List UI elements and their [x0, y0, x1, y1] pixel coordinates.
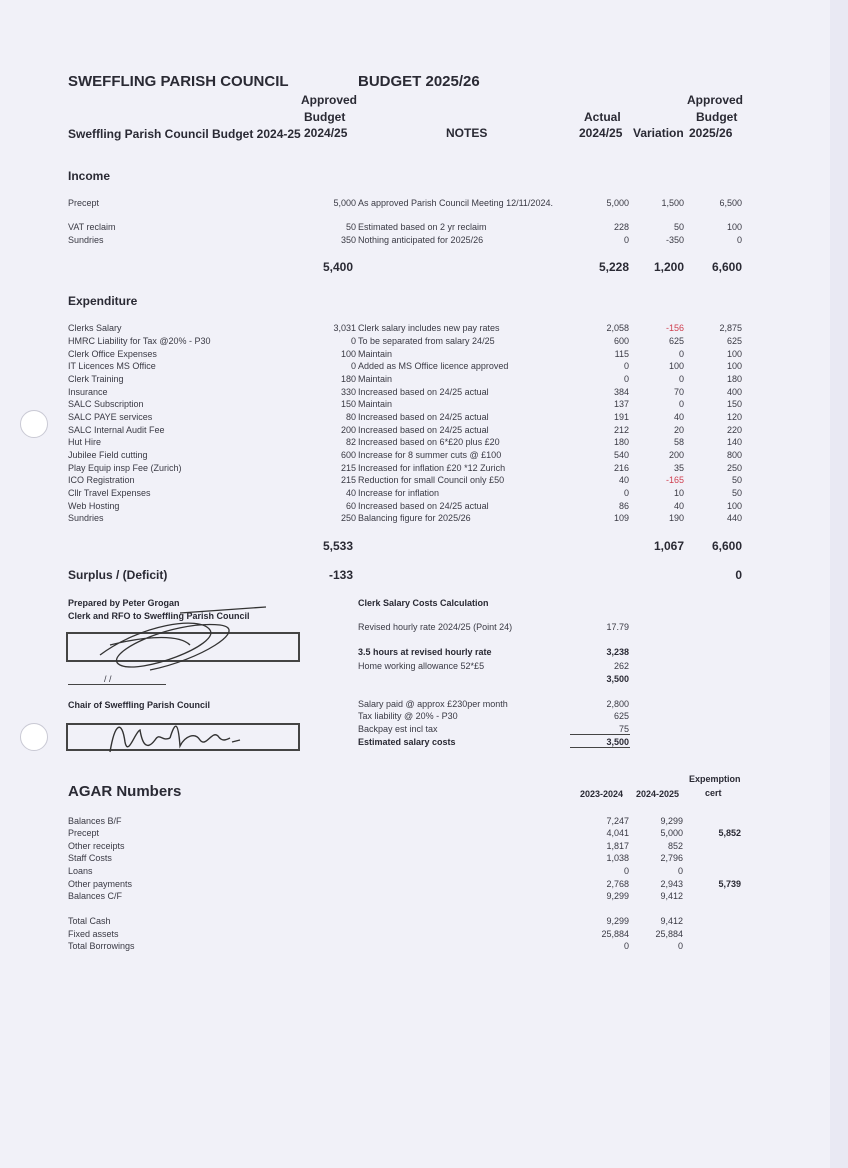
row-label: IT Licences MS Office [68, 361, 156, 371]
row-value: 262 [613, 661, 629, 671]
subtitle: Sweffling Parish Council Budget 2024-25 [68, 127, 301, 141]
row-variation: 20 [673, 425, 684, 435]
row-2024: 0 [677, 866, 683, 876]
row-variation: 70 [673, 387, 684, 397]
row-budget: 60 [345, 501, 356, 511]
row-actual: 5,000 [606, 198, 629, 208]
row-new: 180 [726, 374, 742, 384]
col-header-actual-line1: Actual [584, 110, 621, 124]
row-note: Increased based on 24/25 actual [358, 387, 489, 397]
col-header-approved-line1: Approved [301, 93, 358, 107]
salary-total-line-top [570, 734, 630, 735]
row-note: Increased based on 24/25 actual [358, 501, 489, 511]
row-label: Salary paid @ approx £230per month [358, 699, 508, 709]
row-label: Tax liability @ 20% - P30 [358, 711, 458, 721]
row-2023: 2,768 [606, 879, 629, 889]
expenditure-heading: Expenditure [68, 294, 138, 308]
row-label: SALC PAYE services [68, 412, 153, 422]
row-new: 140 [726, 437, 742, 447]
row-note: To be separated from salary 24/25 [358, 336, 495, 346]
col-header-approved-line3: 2024/25 [304, 126, 348, 140]
clerk-role: Clerk and RFO to Sweffling Parish Council [68, 611, 250, 621]
signature-date-slashes: / / [104, 674, 112, 684]
row-variation: 10 [673, 488, 684, 498]
row-label: SALC Internal Audit Fee [68, 425, 165, 435]
row-actual: 0 [623, 374, 629, 384]
row-variation: 100 [668, 361, 684, 371]
row-actual: 600 [613, 336, 629, 346]
expenditure-total-budget: 5,533 [323, 539, 354, 553]
row-variation: -350 [665, 235, 684, 245]
expenditure-total-variation: 1,067 [653, 539, 684, 553]
row-new: 400 [726, 387, 742, 397]
row-variation: -156 [665, 323, 684, 333]
row-note: Maintain [358, 374, 393, 384]
row-2024: 9,412 [660, 891, 683, 901]
row-budget: 200 [340, 425, 356, 435]
row-new: 100 [726, 349, 742, 359]
row-note: Increase for 8 summer cuts @ £100 [358, 450, 502, 460]
row-label: Total Cash [68, 916, 111, 926]
row-actual: 86 [618, 501, 629, 511]
council-title: SWEFFLING PARISH COUNCIL [68, 73, 289, 90]
row-actual: 137 [613, 399, 629, 409]
agar-col-2024: 2024-2025 [636, 789, 680, 799]
row-variation: 35 [673, 463, 684, 473]
row-label: Home working allowance 52*£5 [358, 661, 485, 671]
income-total-variation: 1,200 [653, 260, 684, 274]
row-value: 17.79 [606, 622, 629, 632]
row-label: Clerk Training [68, 374, 124, 384]
row-variation: -165 [665, 475, 684, 485]
prepared-by: Prepared by Peter Grogan [68, 598, 180, 608]
col-header-new-line1: Approved [687, 93, 744, 107]
row-label: Balances C/F [68, 891, 123, 901]
row-label: Revised hourly rate 2024/25 (Point 24) [358, 622, 513, 632]
income-total-new: 6,600 [711, 260, 742, 274]
col-header-new-line3: 2025/26 [689, 126, 733, 140]
row-budget: 330 [340, 387, 356, 397]
row-variation: 58 [673, 437, 684, 447]
row-new: 100 [726, 222, 742, 232]
row-new: 250 [726, 463, 742, 473]
row-new: 150 [726, 399, 742, 409]
row-new: 120 [726, 412, 742, 422]
row-2024: 9,412 [660, 916, 683, 926]
row-new: 2,875 [719, 323, 742, 333]
row-variation: 200 [668, 450, 684, 460]
row-new: 440 [726, 513, 742, 523]
row-label: Clerk Office Expenses [68, 349, 157, 359]
row-2023: 1,038 [606, 853, 629, 863]
row-new: 220 [726, 425, 742, 435]
row-label: SALC Subscription [68, 399, 144, 409]
row-label: 3.5 hours at revised hourly rate [358, 647, 492, 657]
row-actual: 0 [623, 361, 629, 371]
row-label: Precept [68, 828, 100, 838]
row-label: Hut Hire [68, 437, 102, 447]
row-label: Sundries [68, 235, 104, 245]
row-actual: 384 [613, 387, 629, 397]
chair-signature [100, 712, 260, 764]
row-2024: 0 [677, 941, 683, 951]
row-note: Increased based on 6*£20 plus £20 [358, 437, 500, 447]
row-2023: 9,299 [606, 891, 629, 901]
row-note: Added as MS Office licence approved [358, 361, 509, 371]
row-2024: 5,000 [660, 828, 683, 838]
row-2023: 0 [623, 866, 629, 876]
row-note: As approved Parish Council Meeting 12/11/2024. [358, 198, 553, 208]
row-note: Increase for inflation [358, 488, 440, 498]
surplus-budget: -133 [329, 568, 354, 582]
row-budget: 40 [345, 488, 356, 498]
row-actual: 115 [614, 349, 629, 359]
row-2023: 0 [623, 941, 629, 951]
agar-col-exemption-line1: Expemption [689, 774, 741, 784]
row-variation: 0 [678, 349, 684, 359]
clerk-signature [80, 605, 270, 685]
row-2023: 9,299 [606, 916, 629, 926]
row-actual: 540 [613, 450, 629, 460]
row-budget: 5,000 [333, 198, 356, 208]
row-actual: 191 [613, 412, 629, 422]
row-actual: 40 [618, 475, 629, 485]
row-budget: 100 [340, 349, 356, 359]
row-2024: 2,796 [660, 853, 683, 863]
row-new: 0 [736, 235, 742, 245]
row-label: Staff Costs [68, 853, 112, 863]
row-label: Sundries [68, 513, 104, 523]
row-actual: 109 [613, 513, 629, 523]
row-2023: 7,247 [606, 816, 629, 826]
expenditure-total-new: 6,600 [711, 539, 742, 553]
row-variation: 40 [673, 501, 684, 511]
row-new: 800 [726, 450, 742, 460]
row-label: ICO Registration [68, 475, 135, 485]
row-actual: 2,058 [606, 323, 629, 333]
row-budget: 80 [345, 412, 356, 422]
row-label: Other payments [68, 879, 133, 889]
row-exemption: 5,852 [718, 828, 741, 838]
row-label: Web Hosting [68, 501, 120, 511]
row-note: Increased based on 24/25 actual [358, 412, 489, 422]
row-value: 625 [613, 711, 629, 721]
agar-col-2023: 2023-2024 [580, 789, 624, 799]
row-note: Balancing figure for 2025/26 [358, 513, 471, 523]
row-actual: 212 [613, 425, 629, 435]
row-budget: 600 [340, 450, 356, 460]
punch-hole-top [20, 410, 48, 438]
col-header-notes: NOTES [446, 126, 488, 140]
row-actual: 0 [623, 488, 629, 498]
row-note: Nothing anticipated for 2025/26 [358, 235, 484, 245]
row-budget: 82 [345, 437, 356, 447]
row-2024: 9,299 [660, 816, 683, 826]
row-label: Estimated salary costs [358, 737, 456, 747]
col-header-actual-line2: 2024/25 [579, 126, 623, 140]
row-note: Estimated based on 2 yr reclaim [358, 222, 487, 232]
row-value: 3,500 [606, 674, 629, 684]
row-label: Jubilee Field cutting [68, 450, 148, 460]
row-variation: 625 [668, 336, 684, 346]
row-new: 50 [731, 475, 742, 485]
row-label: Play Equip insp Fee (Zurich) [68, 463, 182, 473]
row-label: VAT reclaim [68, 222, 116, 232]
row-2023: 4,041 [606, 828, 629, 838]
budget-title: BUDGET 2025/26 [358, 73, 480, 90]
row-new: 6,500 [719, 198, 742, 208]
row-note: Reduction for small Council only £50 [358, 475, 505, 485]
row-budget: 215 [340, 463, 356, 473]
row-budget: 0 [350, 336, 356, 346]
row-variation: 190 [668, 513, 684, 523]
row-new: 625 [726, 336, 742, 346]
row-label: Other receipts [68, 841, 125, 851]
row-budget: 3,031 [333, 323, 356, 333]
row-label: Loans [68, 866, 93, 876]
row-new: 50 [731, 488, 742, 498]
income-heading: Income [68, 169, 111, 183]
row-variation: 40 [673, 412, 684, 422]
row-2024: 2,943 [660, 879, 683, 889]
agar-col-exemption-line2: cert [705, 788, 722, 798]
row-budget: 250 [340, 513, 356, 523]
row-actual: 228 [613, 222, 629, 232]
row-value: 75 [618, 724, 629, 734]
row-2024: 852 [667, 841, 683, 851]
row-label: Total Borrowings [68, 941, 135, 951]
row-label: HMRC Liability for Tax @20% - P30 [68, 336, 211, 346]
row-budget: 350 [340, 235, 356, 245]
row-variation: 1,500 [661, 198, 684, 208]
row-variation: 0 [678, 399, 684, 409]
row-new: 100 [726, 361, 742, 371]
row-note: Increased for inflation £20 *12 Zurich [358, 463, 506, 473]
row-value: 3,238 [606, 647, 629, 657]
row-label: Clerks Salary [68, 323, 122, 333]
agar-heading: AGAR Numbers [68, 783, 182, 800]
row-note: Clerk salary includes new pay rates [358, 323, 500, 333]
salary-total-line-bottom [570, 747, 630, 748]
row-label: Fixed assets [68, 929, 119, 939]
row-exemption: 5,739 [718, 879, 741, 889]
row-2024: 25,884 [655, 929, 683, 939]
punch-hole-bottom [20, 723, 48, 751]
row-note: Maintain [358, 349, 393, 359]
surplus-new: 0 [735, 568, 742, 582]
signature-date-line [68, 684, 166, 685]
row-label: Precept [68, 198, 100, 208]
col-header-new-line2: Budget [696, 110, 738, 124]
col-header-variation: Variation [633, 126, 684, 140]
row-budget: 180 [340, 374, 356, 384]
col-header-approved-line2: Budget [304, 110, 346, 124]
row-note: Maintain [358, 399, 393, 409]
row-variation: 50 [673, 222, 684, 232]
income-total-budget: 5,400 [323, 260, 354, 274]
row-note: Increased based on 24/25 actual [358, 425, 489, 435]
salary-calc-heading: Clerk Salary Costs Calculation [358, 598, 489, 608]
row-actual: 0 [623, 235, 629, 245]
surplus-label: Surplus / (Deficit) [68, 568, 168, 582]
row-new: 100 [726, 501, 742, 511]
row-actual: 180 [613, 437, 629, 447]
row-value: 2,800 [606, 699, 629, 709]
row-2023: 25,884 [601, 929, 629, 939]
row-budget: 50 [345, 222, 356, 232]
row-label: Cllr Travel Expenses [68, 488, 151, 498]
row-actual: 216 [613, 463, 629, 473]
row-variation: 0 [678, 374, 684, 384]
row-budget: 150 [340, 399, 356, 409]
chair-label: Chair of Sweffling Parish Council [68, 700, 211, 710]
row-2023: 1,817 [606, 841, 629, 851]
row-budget: 215 [340, 475, 356, 485]
row-value: 3,500 [606, 737, 629, 747]
row-label: Insurance [68, 387, 108, 397]
row-label: Backpay est incl tax [358, 724, 438, 734]
row-budget: 0 [350, 361, 356, 371]
row-label: Balances B/F [68, 816, 122, 826]
income-total-actual: 5,228 [598, 260, 629, 274]
